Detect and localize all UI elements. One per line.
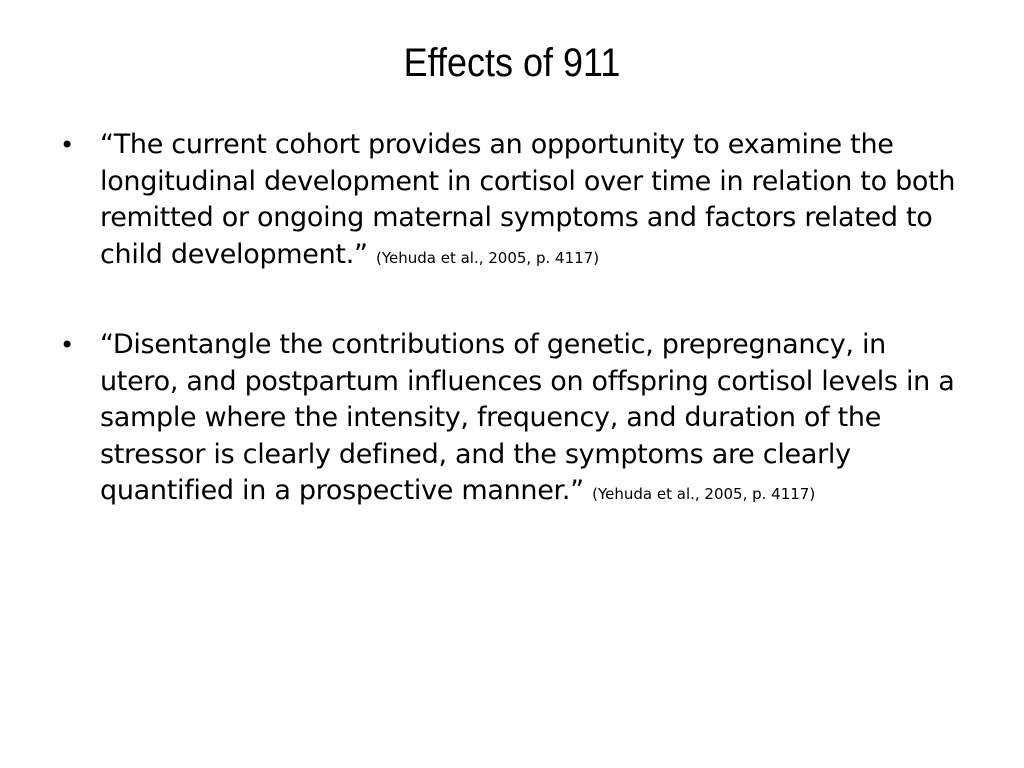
bullet-list [56, 127, 961, 510]
slide-title: Effects of 911 [403, 41, 621, 85]
bullet-citation: (Yehuda et al., 2005, p. 4117) [592, 485, 816, 503]
bullet-marker-icon: • [60, 131, 74, 159]
bullet-item [56, 327, 961, 510]
bullet-marker-icon: • [60, 331, 74, 359]
bullet-quote: “The current cohort provides an opportunity to examine the longitudinal development in cortisol over time in relation to both remitted or ongoing maternal symptoms and factors related to child development.” [100, 129, 956, 270]
bullet-quote: “Disentangle the contributions of genetic, prepregnancy, in utero, and postpartum influences on offspring cortisol levels in a sample where the intensity, frequency, and duration of the stressor is clearly defined, and the symptoms are clearly quantified in a prospective manner.” [100, 329, 955, 506]
bullet-item [56, 127, 961, 273]
bullet-citation: (Yehuda et al., 2005, p. 4117) [375, 248, 600, 267]
